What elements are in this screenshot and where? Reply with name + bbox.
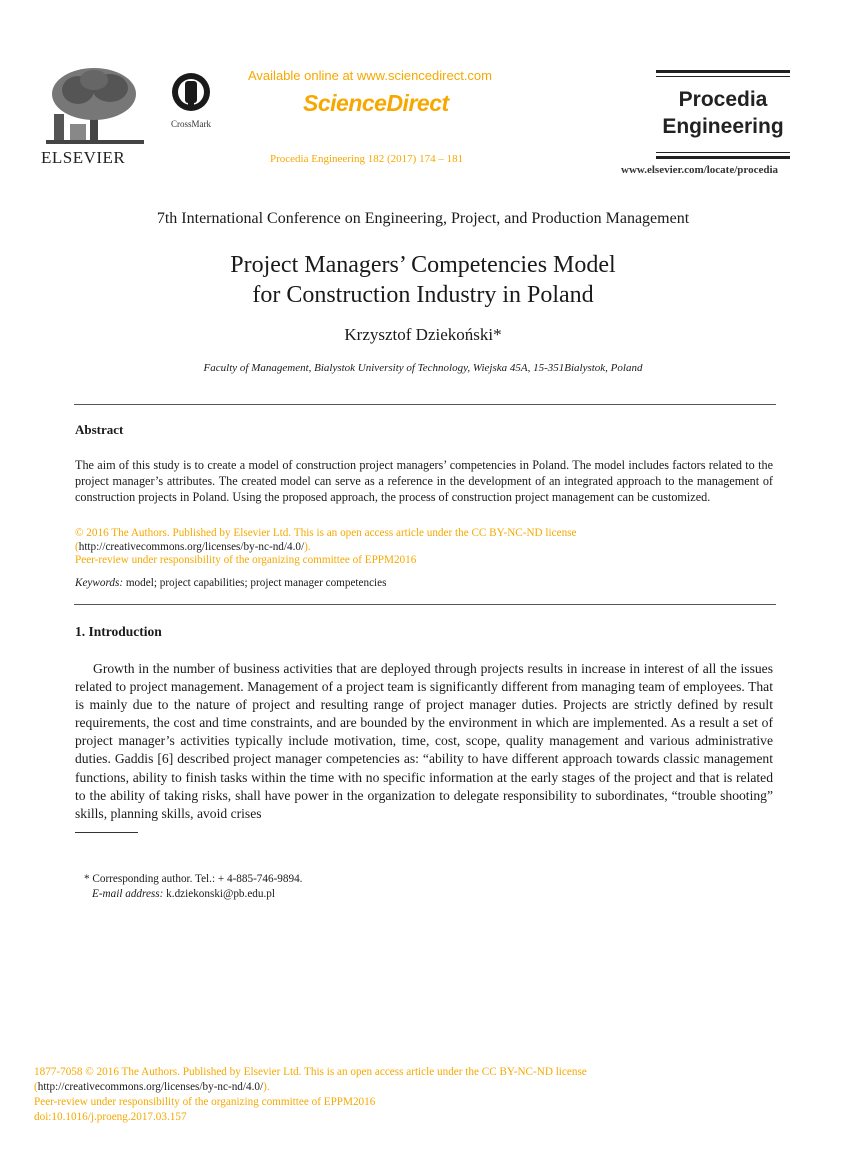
abstract-license-line: © 2016 The Authors. Published by Elsevier Ltd. This is an open access article under the CC BY-NC-ND license bbox=[75, 527, 577, 539]
abstract-top-rule bbox=[74, 404, 776, 405]
author-affiliation: Faculty of Management, Bialystok University of Technology, Wiejska 45A, 15-351Bialystok, Poland bbox=[203, 362, 643, 374]
keywords-label: Keywords: bbox=[75, 577, 124, 589]
journal-logo-rule-bottom-thin bbox=[656, 152, 790, 153]
paren-close: ). bbox=[263, 1081, 270, 1093]
crossmark-icon bbox=[171, 72, 211, 112]
journal-logo-rule-bottom bbox=[656, 156, 790, 159]
paper-title-line1: Project Managers’ Competencies Model bbox=[230, 252, 616, 278]
footnote-email bbox=[92, 887, 275, 901]
keywords-list: model; project capabilities; project manager competencies bbox=[123, 577, 387, 589]
journal-logo-rule-top bbox=[656, 70, 790, 73]
introduction-text bbox=[75, 660, 773, 823]
footer-issn-license: 1877-7058 © 2016 The Authors. Published by Elsevier Ltd. This is an open access article under the CC BY-NC-ND license bbox=[34, 1066, 587, 1078]
abstract-license-link-line bbox=[75, 541, 773, 555]
conference-name: 7th International Conference on Engineering, Project, and Production Management bbox=[156, 210, 690, 227]
email-label: E-mail address: bbox=[92, 888, 164, 900]
paren-open: ( bbox=[75, 540, 79, 553]
email-address[interactable]: k.dziekonski@pb.edu.pl bbox=[163, 888, 275, 900]
footer-license-link[interactable]: http://creativecommons.org/licenses/by-nc-nd/4.0/ bbox=[37, 1081, 264, 1093]
paren-close: ). bbox=[304, 540, 311, 553]
footer-peer-review: Peer-review under responsibility of the organizing committee of EPPM2016 bbox=[34, 1096, 376, 1108]
footer-license-link-line bbox=[34, 1080, 734, 1095]
introduction-paragraph: Growth in the number of business activities that are deployed through projects results in increase in interest of all the issues related to project management. Management of a project team is significantly different from managing team of employees. That is mainly due to the nature of project and resulting range of project manager duties. Projects are strictly defined by result requirements, the cost and time constraints, and are bounded by the environment in which are implemented. As a result a set of project manager’s activities typically include motivation, time, cost, scope, quality management and various administrative duties. Gaddis [6] described project manager competencies as: “ability to have different approach towards classic management functions, ability to finish tasks within the time with no specific information at the early stages of the project and that is related to the ability of taking risks, shall have power in the organization to delegate responsibility to subordinates, “trouble shooting” skills, planning skills, avoid crises bbox=[75, 661, 773, 821]
publisher-name: ELSEVIER bbox=[41, 148, 126, 167]
journal-logo-line2: Engineering bbox=[662, 115, 784, 138]
abstract-license-link[interactable]: http://creativecommons.org/licenses/by-nc-nd/4.0/ bbox=[78, 540, 305, 553]
abstract-bottom-rule bbox=[74, 604, 776, 605]
footnote-corresponding: * Corresponding author. Tel.: + 4-885-746-9894. bbox=[84, 873, 303, 885]
crossmark-label: CrossMark bbox=[171, 119, 211, 129]
footnote-rule bbox=[75, 832, 138, 833]
journal-logo-rule-top-thin bbox=[656, 76, 790, 77]
sciencedirect-logo: ScienceDirect bbox=[303, 90, 449, 116]
paper-title bbox=[0, 250, 846, 310]
abstract-text: The aim of this study is to create a model of construction project managers’ competencies in Poland. The model includes factors related to the project manager’s attributes. The created model can serve as a reference in the development of an integrated approach to the management of construction projects in Poland. Using the proposed approach, the process of construction project management can be customized. bbox=[75, 458, 773, 504]
author-name: Krzysztof Dziekoński* bbox=[344, 325, 502, 344]
journal-reference: Procedia Engineering 182 (2017) 174 – 181 bbox=[270, 153, 464, 165]
footer-doi[interactable]: doi:10.1016/j.proeng.2017.03.157 bbox=[34, 1111, 187, 1123]
journal-url[interactable]: www.elsevier.com/locate/procedia bbox=[621, 164, 779, 176]
journal-logo-line1: Procedia bbox=[678, 88, 768, 111]
paper-title-line2: for Construction Industry in Poland bbox=[252, 282, 594, 308]
introduction-heading: 1. Introduction bbox=[75, 624, 162, 639]
abstract-peer-review: Peer-review under responsibility of the organizing committee of EPPM2016 bbox=[75, 554, 417, 566]
journal-logo bbox=[656, 86, 790, 140]
paren-open: ( bbox=[34, 1081, 38, 1093]
abstract-heading: Abstract bbox=[75, 422, 124, 437]
availability-link[interactable]: Available online at www.sciencedirect.com bbox=[248, 68, 492, 83]
abstract-license bbox=[75, 527, 773, 568]
footer-license bbox=[34, 1065, 734, 1125]
keywords bbox=[75, 577, 386, 589]
crossmark-badge[interactable] bbox=[167, 72, 215, 129]
